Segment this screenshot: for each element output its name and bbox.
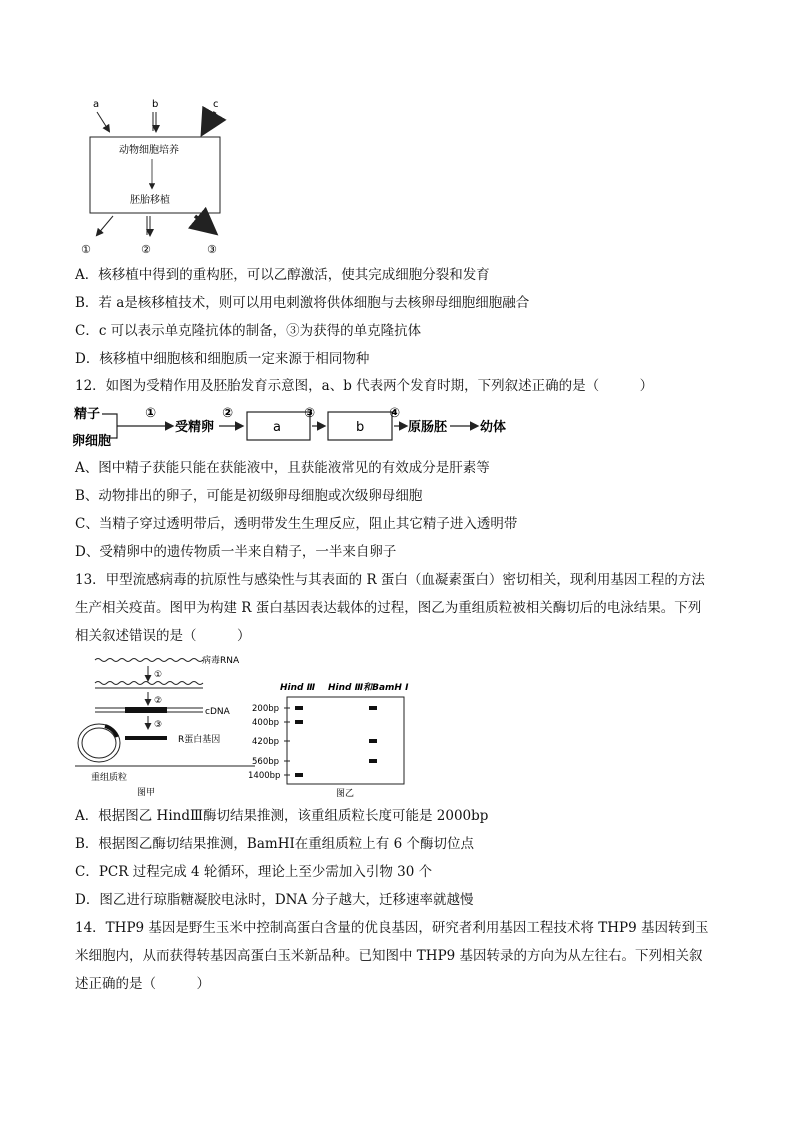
q12-flow-diagram [72,403,532,451]
box-top-label: 动物细胞培养 [119,145,179,156]
q11-option-a: A．核移植中得到的重构胚，可以乙醇激活，使其完成细胞分裂和发育 [75,267,490,283]
q13-option-a: A．根据图乙 HindⅢ酶切结果推测，该重组质粒长度可能是 2000bp [75,808,489,824]
cdna-label: cDNA [205,707,230,717]
q12-option-c: C、当精子穿过透明带后，透明带发生生理反应，阻止其它精子进入透明带 [75,516,518,532]
figure-yi-caption: 图乙 [336,789,355,799]
gastrula-label: 原肠胚 [408,420,448,435]
sperm-label: 精子 [74,407,101,422]
r-gene-fragment [125,736,167,740]
out-arrow-3 [195,216,213,231]
stage-a-label: a [273,420,281,435]
marker-1400bp: 1400bp [248,771,281,781]
viral-rna-strand [95,659,203,662]
step-1-label: ① [154,670,163,680]
box-bottom-label: 胚胎移植 [130,195,170,206]
step-2-label: ② [154,696,163,706]
arrow-c [204,112,215,131]
q11-option-d: D．核移植中细胞核和细胞质一定来源于相同物种 [75,351,370,367]
step-2-label: ② [222,406,234,421]
gel-band [295,720,303,724]
marker-200bp: 200bp [252,704,280,714]
adult-label: 幼体 [480,420,507,435]
step-3-label: ③ [304,406,316,421]
gel-band [369,739,377,743]
arrow-a [97,112,109,131]
stage-b-label: b [356,420,365,435]
q13-figure-yi [248,680,418,798]
figure-jia-caption: 图甲 [137,788,156,798]
gel-frame [287,697,404,784]
marker-560bp: 560bp [252,757,280,767]
q14-stem-line3: 述正确的是（ ） [75,976,210,992]
step-3-label: ③ [154,720,163,730]
q13-figure-jia [75,650,255,798]
viral-rna-label: 病毒RNA [202,656,240,666]
q13-stem-line1: 13．甲型流感病毒的抗原性与感染性与其表面的 R 蛋白（血凝素蛋白）密切相关，现利用基因工程的方法 [75,572,705,588]
step-1-label: ① [145,406,157,421]
q13-option-c: C．PCR 过程完成 4 轮循环，理论上至少需加入引物 30 个 [75,864,433,880]
q12-option-d: D、受精卵中的遗传物质一半来自精子，一半来自卵子 [75,544,397,560]
gel-band [369,706,377,710]
zygote-label: 受精卵 [175,420,215,435]
q11-figure [81,95,235,260]
arrow-c-label: c [213,99,219,110]
plasmid-label: 重组质粒 [91,773,128,783]
gel-band [369,759,377,763]
q12-stem: 12．如图为受精作用及胚胎发育示意图，a、b 代表两个发育时期，下列叙述正确的是（ ） [75,378,654,394]
egg-label: 卵细胞 [72,434,112,449]
q11-option-b: B．若 a是核移植技术，则可以用电刺激将供体细胞与去核卵母细胞细胞融合 [75,295,530,311]
marker-420bp: 420bp [252,737,280,747]
marker-400bp: 400bp [252,718,280,728]
gel-band [295,706,303,710]
q14-stem-line1: 14．THP9 基因是野生玉米中控制高蛋白含量的优良基因，研究者利用基因工程技术将 THP9 基因转到玉 [75,920,709,936]
arrow-a-label: a [93,99,100,110]
lane1-header: Hind Ⅲ [280,683,316,693]
out-3-label: ③ [207,243,217,256]
q13-option-d: D．图乙进行琼脂糖凝胶电泳时，DNA 分子越大，迁移速率就越慢 [75,892,474,908]
out-arrow-1 [97,216,113,235]
q13-option-b: B．根据图乙酶切结果推测，BamHⅠ在重组质粒上有 6 个酶切位点 [75,836,474,852]
q14-stem-line2: 米细胞内，从而获得转基因高蛋白玉米新品种。已知图中 THP9 基因转录的方向为从左往右。下列相关叙 [75,948,703,964]
out-2-label: ② [141,243,151,256]
r-gene-label: R蛋白基因 [178,735,221,745]
gel-band [295,773,303,777]
q12-option-b: B、动物排出的卵子，可能是初级卵母细胞或次级卵母细胞 [75,488,423,504]
out-1-label: ① [81,243,91,256]
q13-stem-line3: 相关叙述错误的是（ ） [75,628,251,644]
lane2-header: Hind Ⅲ和BamH Ⅰ [328,683,409,693]
step-4-label: ④ [389,406,401,421]
q11-option-c: C．c 可以表示单克隆抗体的制备，③为获得的单克隆抗体 [75,323,422,339]
q13-stem-line2: 生产相关疫苗。图甲为构建 R 蛋白基因表达载体的过程，图乙为重组质粒被相关酶切后的电泳结果。下列 [75,600,702,616]
arrow-b-label: b [152,99,159,110]
q12-option-a: A、图中精子获能只能在获能液中，且获能液常见的有效成分是肝素等 [75,460,490,476]
